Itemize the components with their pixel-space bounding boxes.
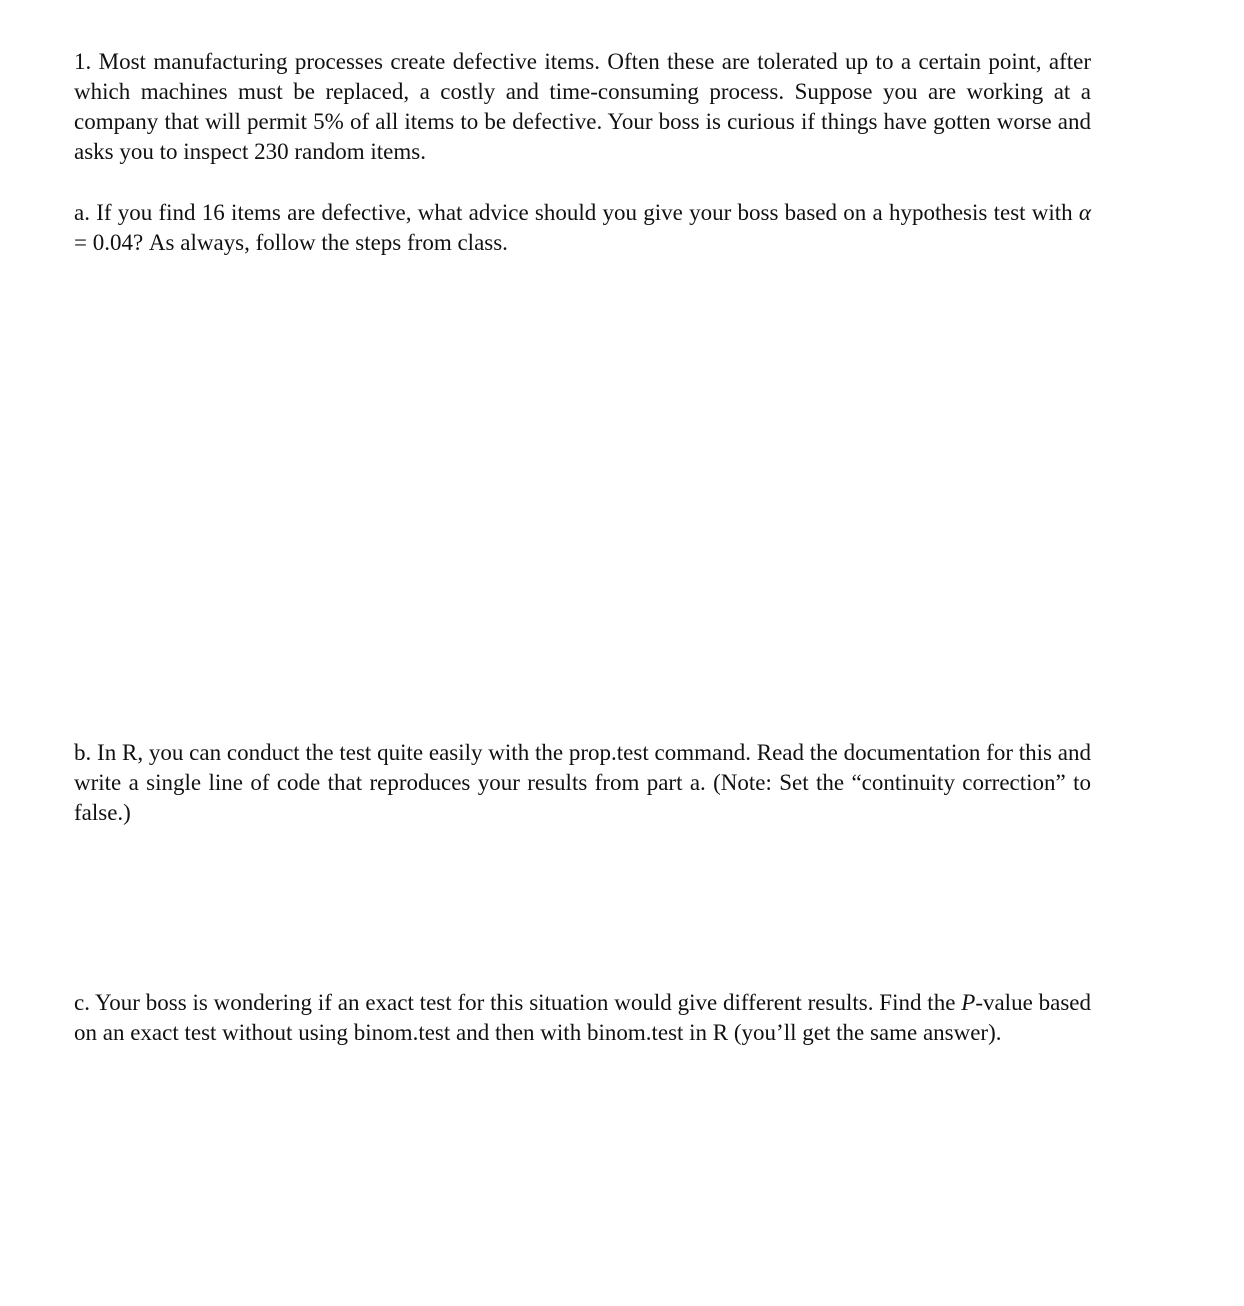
part-c-question bbox=[74, 988, 1091, 1048]
part-b-question: b. In R, you can conduct the test quite easily with the prop.test command. Read the documentation for this and write a single line of code that reproduces your results from part a. (Note: Set the “continuity correction” to false.) bbox=[74, 740, 1091, 825]
alpha-symbol: α bbox=[1078, 200, 1091, 225]
part-a-answer-space bbox=[74, 270, 1091, 730]
part-a-question bbox=[74, 198, 1091, 258]
p-symbol: P bbox=[961, 990, 976, 1015]
part-b-answer-space bbox=[74, 832, 1091, 982]
part-c-text-end: -value based on an exact test without using binom.test and then with binom.test in R (you’ll get the same answer). bbox=[74, 990, 1091, 1045]
part-c-answer-space bbox=[74, 1082, 1091, 1282]
part-a-text-end: = 0.04? As always, follow the steps from class. bbox=[74, 230, 508, 255]
problem-intro: 1. Most manufacturing processes create defective items. Often these are tolerated up to a certain point, after which machines must be replaced, a costly and time-consuming process. Suppose you are working at a company that will permit 5% of all items to be defective. Your boss is curious if things have gotten worse and asks you to inspect 230 random items. bbox=[74, 49, 1091, 164]
part-c-text-start: c. Your boss is wondering if an exact test for this situation would give different results. Find the bbox=[74, 990, 962, 1015]
part-a-text-start: a. If you find 16 items are defective, what advice should you give your boss based on a hypothesis test with bbox=[74, 200, 1079, 225]
